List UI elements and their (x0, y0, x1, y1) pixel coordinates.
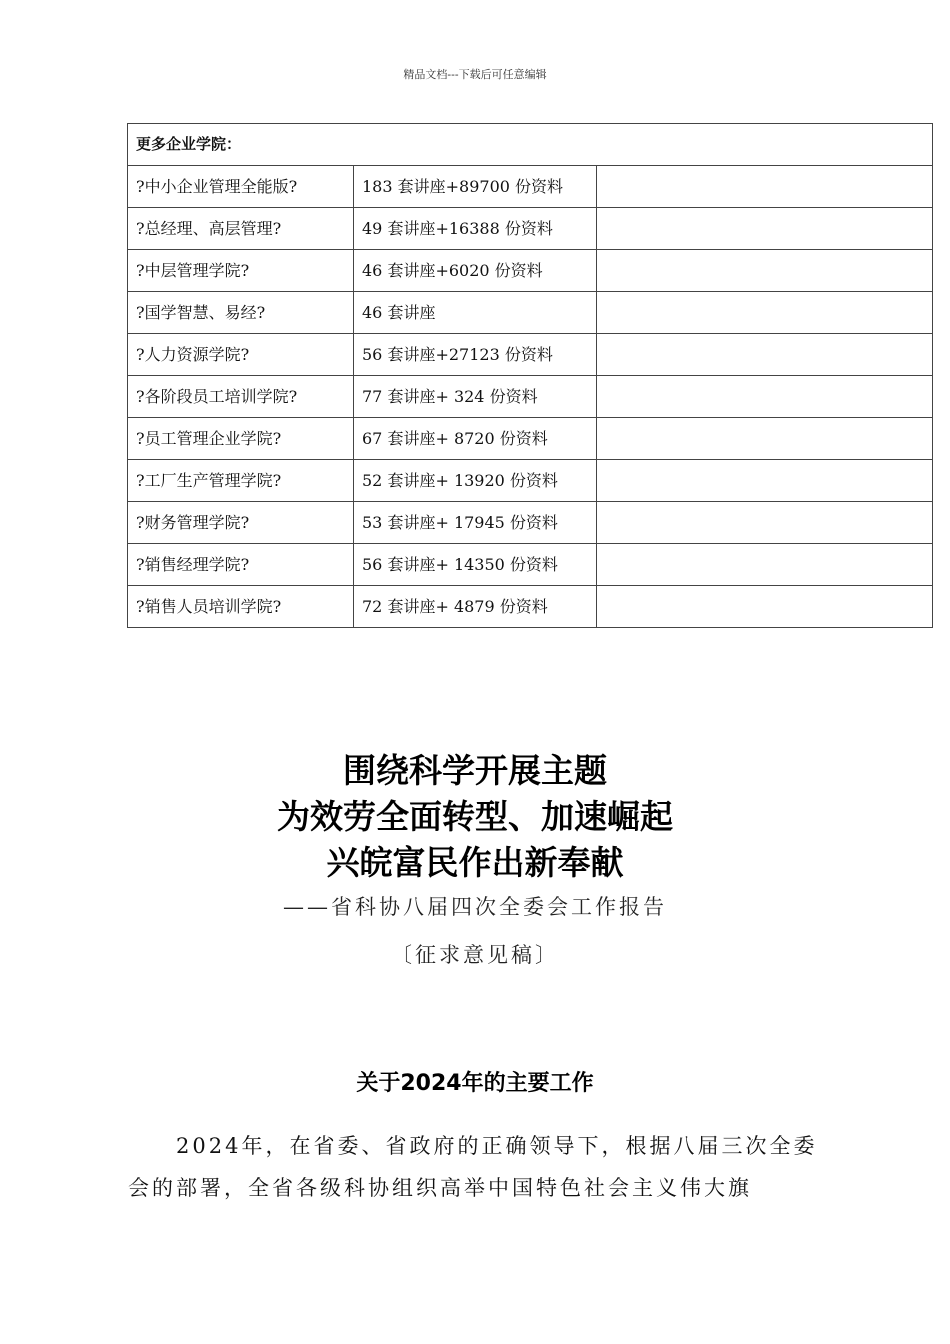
table-heading: 更多企业学院： (128, 124, 933, 166)
table-row (128, 418, 933, 460)
academy-table (127, 123, 933, 628)
draft-note: 〔征求意见稿〕 (391, 943, 559, 967)
row-extra (597, 292, 933, 334)
table-heading-row (128, 124, 933, 166)
report-title-line-2: 为效劳全面转型、加速崛起 (277, 797, 673, 836)
row-name: ?销售人员培训学院? (128, 586, 354, 628)
table-row (128, 586, 933, 628)
row-extra (597, 586, 933, 628)
row-detail: 56 套讲座+27123 份资料 (354, 334, 597, 376)
table-row (128, 502, 933, 544)
row-extra (597, 460, 933, 502)
row-name: ?中小企业管理全能版? (128, 166, 354, 208)
row-name: ?人力资源学院? (128, 334, 354, 376)
section-heading: 关于2024年的主要工作 (356, 1071, 594, 1096)
body-paragraph: 2024年，在省委、省政府的正确领导下，根据八届三次全委会的部署，全省各级科协组织高举中国特色社会主义伟大旗 (128, 1134, 818, 1200)
row-extra (597, 208, 933, 250)
table-row (128, 208, 933, 250)
row-detail: 72 套讲座+ 4879 份资料 (354, 586, 597, 628)
row-detail: 52 套讲座+ 13920 份资料 (354, 460, 597, 502)
table-row (128, 460, 933, 502)
row-name: ?总经理、高层管理? (128, 208, 354, 250)
row-name: ?国学智慧、易经? (128, 292, 354, 334)
table-row (128, 544, 933, 586)
table-row (128, 250, 933, 292)
row-extra (597, 418, 933, 460)
row-name: ?员工管理企业学院? (128, 418, 354, 460)
report-subtitle: ——省科协八届四次全委会工作报告 (283, 895, 667, 919)
row-detail: 46 套讲座+6020 份资料 (354, 250, 597, 292)
row-name: ?销售经理学院? (128, 544, 354, 586)
row-name: ?中层管理学院? (128, 250, 354, 292)
row-extra (597, 166, 933, 208)
header-note: 精品文档---下载后可任意编辑 (403, 68, 547, 81)
table-row (128, 376, 933, 418)
row-name: ?工厂生产管理学院? (128, 460, 354, 502)
row-extra (597, 544, 933, 586)
row-detail: 67 套讲座+ 8720 份资料 (354, 418, 597, 460)
table-row (128, 292, 933, 334)
row-extra (597, 376, 933, 418)
table-row (128, 166, 933, 208)
row-name: ?财务管理学院? (128, 502, 354, 544)
row-detail: 56 套讲座+ 14350 份资料 (354, 544, 597, 586)
report-title-block (0, 748, 950, 970)
row-detail: 77 套讲座+ 324 份资料 (354, 376, 597, 418)
report-title-line-3: 兴皖富民作出新奉献 (326, 843, 624, 882)
row-detail: 49 套讲座+16388 份资料 (354, 208, 597, 250)
table-row (128, 334, 933, 376)
row-detail: 46 套讲座 (354, 292, 597, 334)
row-name: ?各阶段员工培训学院? (128, 376, 354, 418)
row-detail: 183 套讲座+89700 份资料 (354, 166, 597, 208)
row-extra (597, 502, 933, 544)
row-extra (597, 334, 933, 376)
row-detail: 53 套讲座+ 17945 份资料 (354, 502, 597, 544)
row-extra (597, 250, 933, 292)
report-title-line-1: 围绕科学开展主题 (343, 751, 607, 790)
